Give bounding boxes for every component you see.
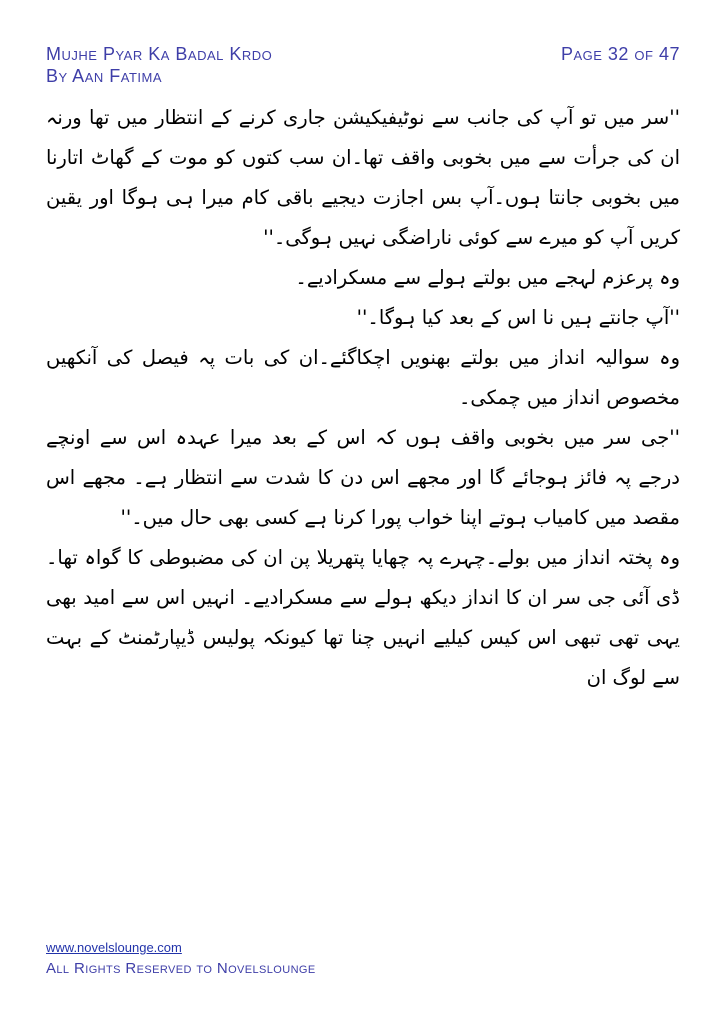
footer-rights: All Rights Reserved to Novelslounge bbox=[46, 960, 316, 977]
paragraph-1: ''سر میں تو آپ کی جانب سے نوٹیفیکیشن جاری کرنے کے انتظار میں تھا ورنہ ان کی جرأت سے میں بخوبی واقف تھا۔ان سب کتوں کو موت کے گھاٹ اتارنا میں بخوبی جانتا ہوں۔آپ بس اجازت دیجیے باقی کام میرا ہی ہوگا اور یقین کریں آپ کو میرے سے کوئی ناراضگی نہیں ہوگی۔'' bbox=[46, 106, 680, 249]
paragraph-5: ''جی سر میں بخوبی واقف ہوں کہ اس کے بعد میرا عہدہ اس سے اونچے درجے پہ فائز ہوجائے گا اور مجھے اس دن کا شدت سے انتظار ہے۔ مجھے اس مقصد میں کامیاب ہوتے اپنا خواب پورا کرنا ہے کسی بھی حال میں۔'' bbox=[46, 426, 680, 529]
header-author: By Aan Fatima bbox=[46, 66, 163, 86]
page-body bbox=[46, 98, 680, 698]
header-page-number: Page 32 of 47 bbox=[560, 44, 680, 64]
paragraph-4: وہ سوالیہ انداز میں بولتے بھنویں اچکاگئے۔ان کی بات پہ فیصل کی آنکھیں مخصوص انداز میں چمکی۔ bbox=[46, 346, 680, 409]
footer-website-link[interactable]: www.novelslounge.com bbox=[46, 940, 182, 955]
header-title: Mujhe Pyar Ka Badal Krdo bbox=[46, 44, 273, 64]
paragraph-3: ''آپ جانتے ہیں نا اس کے بعد کیا ہوگا۔'' bbox=[356, 306, 680, 329]
paragraph-6: وہ پختہ انداز میں بولے۔چہرے پہ چھایا پتھریلا پن ان کی مضبوطی کا گواہ تھا۔ ڈی آئی جی سر ان کا انداز دیکھ ہولے سے مسکرادیے۔ انہیں اس سے امید بھی یہی تھی تبھی اس کیس کیلیے انہیں چنا تھا کیونکہ پولیس ڈیپارٹمنٹ کے بہت سے لوگ ان bbox=[46, 546, 680, 689]
paragraph-2: وہ پرعزم لہجے میں بولتے ہولے سے مسکرادیے۔ bbox=[295, 266, 680, 289]
